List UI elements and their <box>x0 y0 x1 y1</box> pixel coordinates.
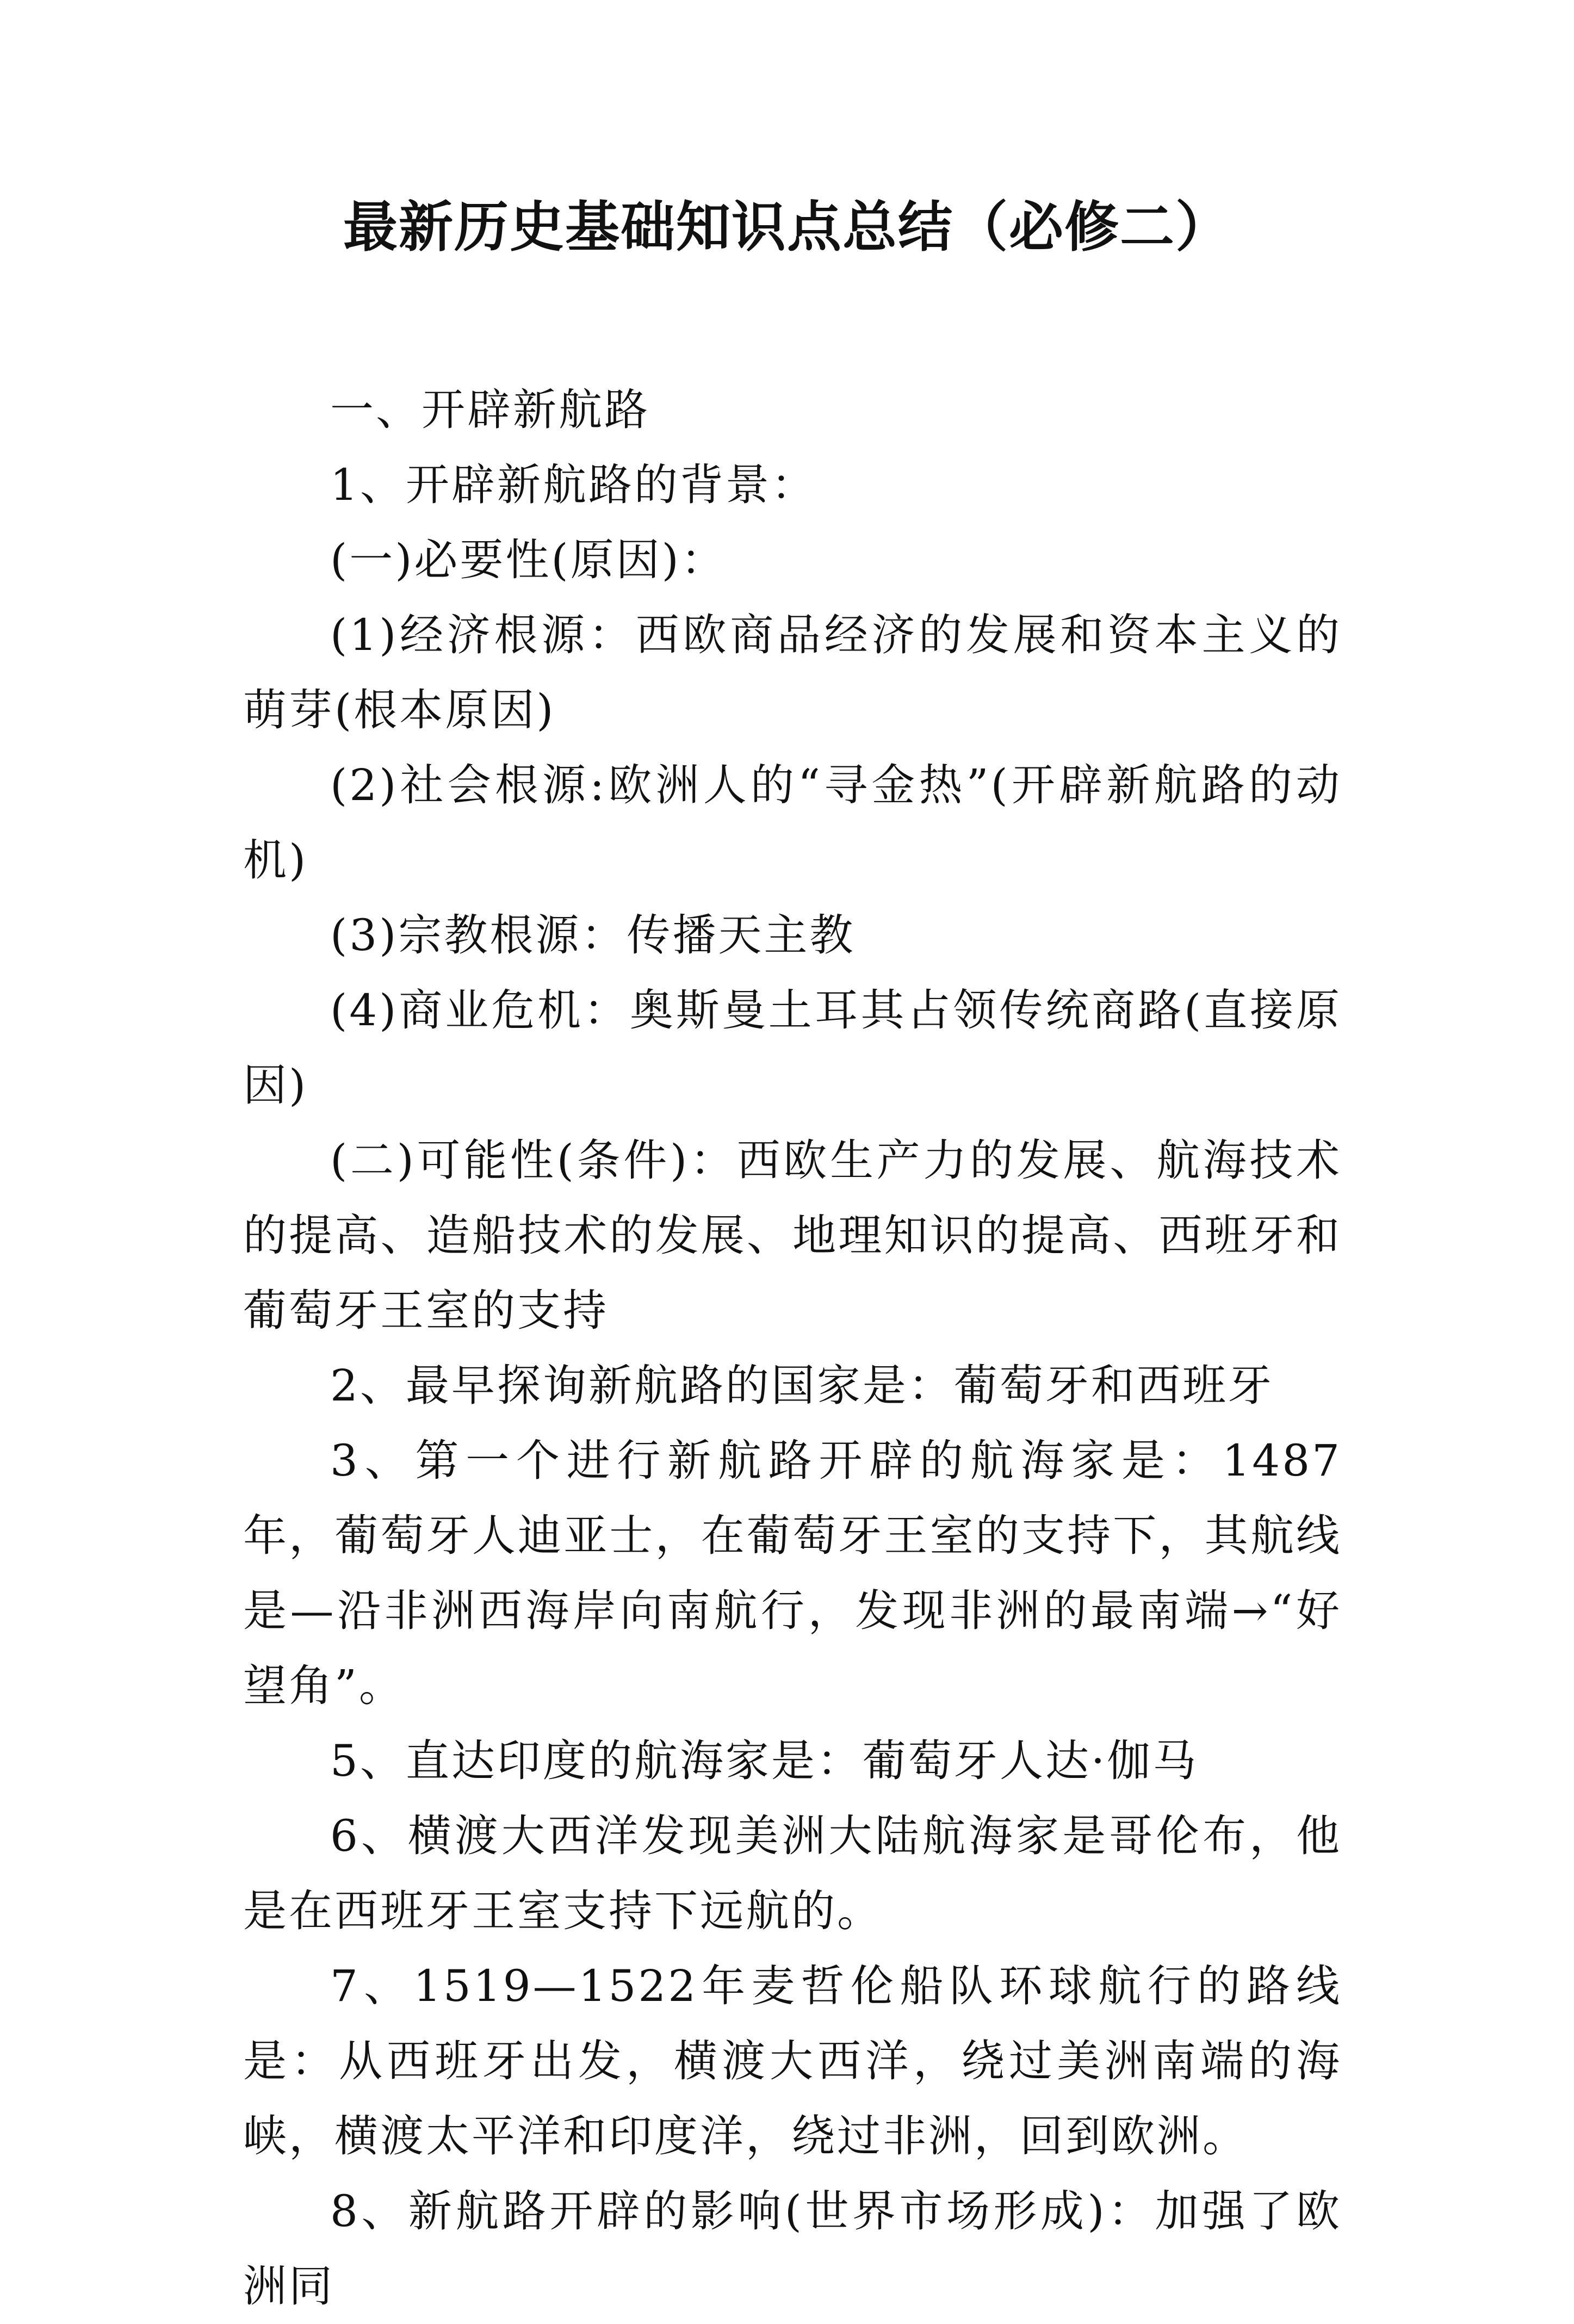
paragraph: (3)宗教根源：传播天主教 <box>330 910 856 960</box>
section-heading: 一、开辟新航路 <box>330 385 650 435</box>
paragraph: 7、1519—1522年麦哲伦船队环球航行的路线是：从西班牙出发，横渡大西洋，绕过美洲南端的海峡，横渡太平洋和印度洋，绕过非洲，回到欧洲。 <box>243 1961 1342 2161</box>
paragraph: (一)必要性(原因)： <box>330 535 727 585</box>
paragraph: (1)经济根源：西欧商品经济的发展和资本主义的萌芽(根本原因) <box>243 610 1342 735</box>
paragraph: 3、第一个进行新航路开辟的航海家是：1487年，葡萄牙人迪亚士，在葡萄牙王室的支持下，其航线是—沿非洲西海岸向南航行，发现非洲的最南端→“好望角”。 <box>243 1435 1342 1711</box>
paragraph: (2)社会根源:欧洲人的“寻金热”(开辟新航路的动机) <box>243 760 1342 885</box>
paragraph: 1、开辟新航路的背景： <box>330 460 817 510</box>
document-title: 最新历史基础知识点总结（必修二） <box>343 195 1231 259</box>
document-body <box>243 373 1342 2324</box>
paragraph: (二)可能性(条件)：西欧生产力的发展、航海技术的提高、造船技术的发展、地理知识的提高、西班牙和葡萄牙王室的支持 <box>243 1135 1342 1336</box>
paragraph: 8、新航路开辟的影响(世界市场形成)：加强了欧洲同 <box>243 2186 1342 2311</box>
paragraph: 2、最早探询新航路的国家是：葡萄牙和西班牙 <box>330 1360 1274 1411</box>
paragraph: 6、横渡大西洋发现美洲大陆航海家是哥伦布，他是在西班牙王室支持下远航的。 <box>243 1811 1342 1936</box>
paragraph: 5、直达印度的航海家是：葡萄牙人达·伽马 <box>330 1736 1199 1786</box>
paragraph: (4)商业危机：奥斯曼土耳其占领传统商路(直接原因) <box>243 985 1342 1111</box>
